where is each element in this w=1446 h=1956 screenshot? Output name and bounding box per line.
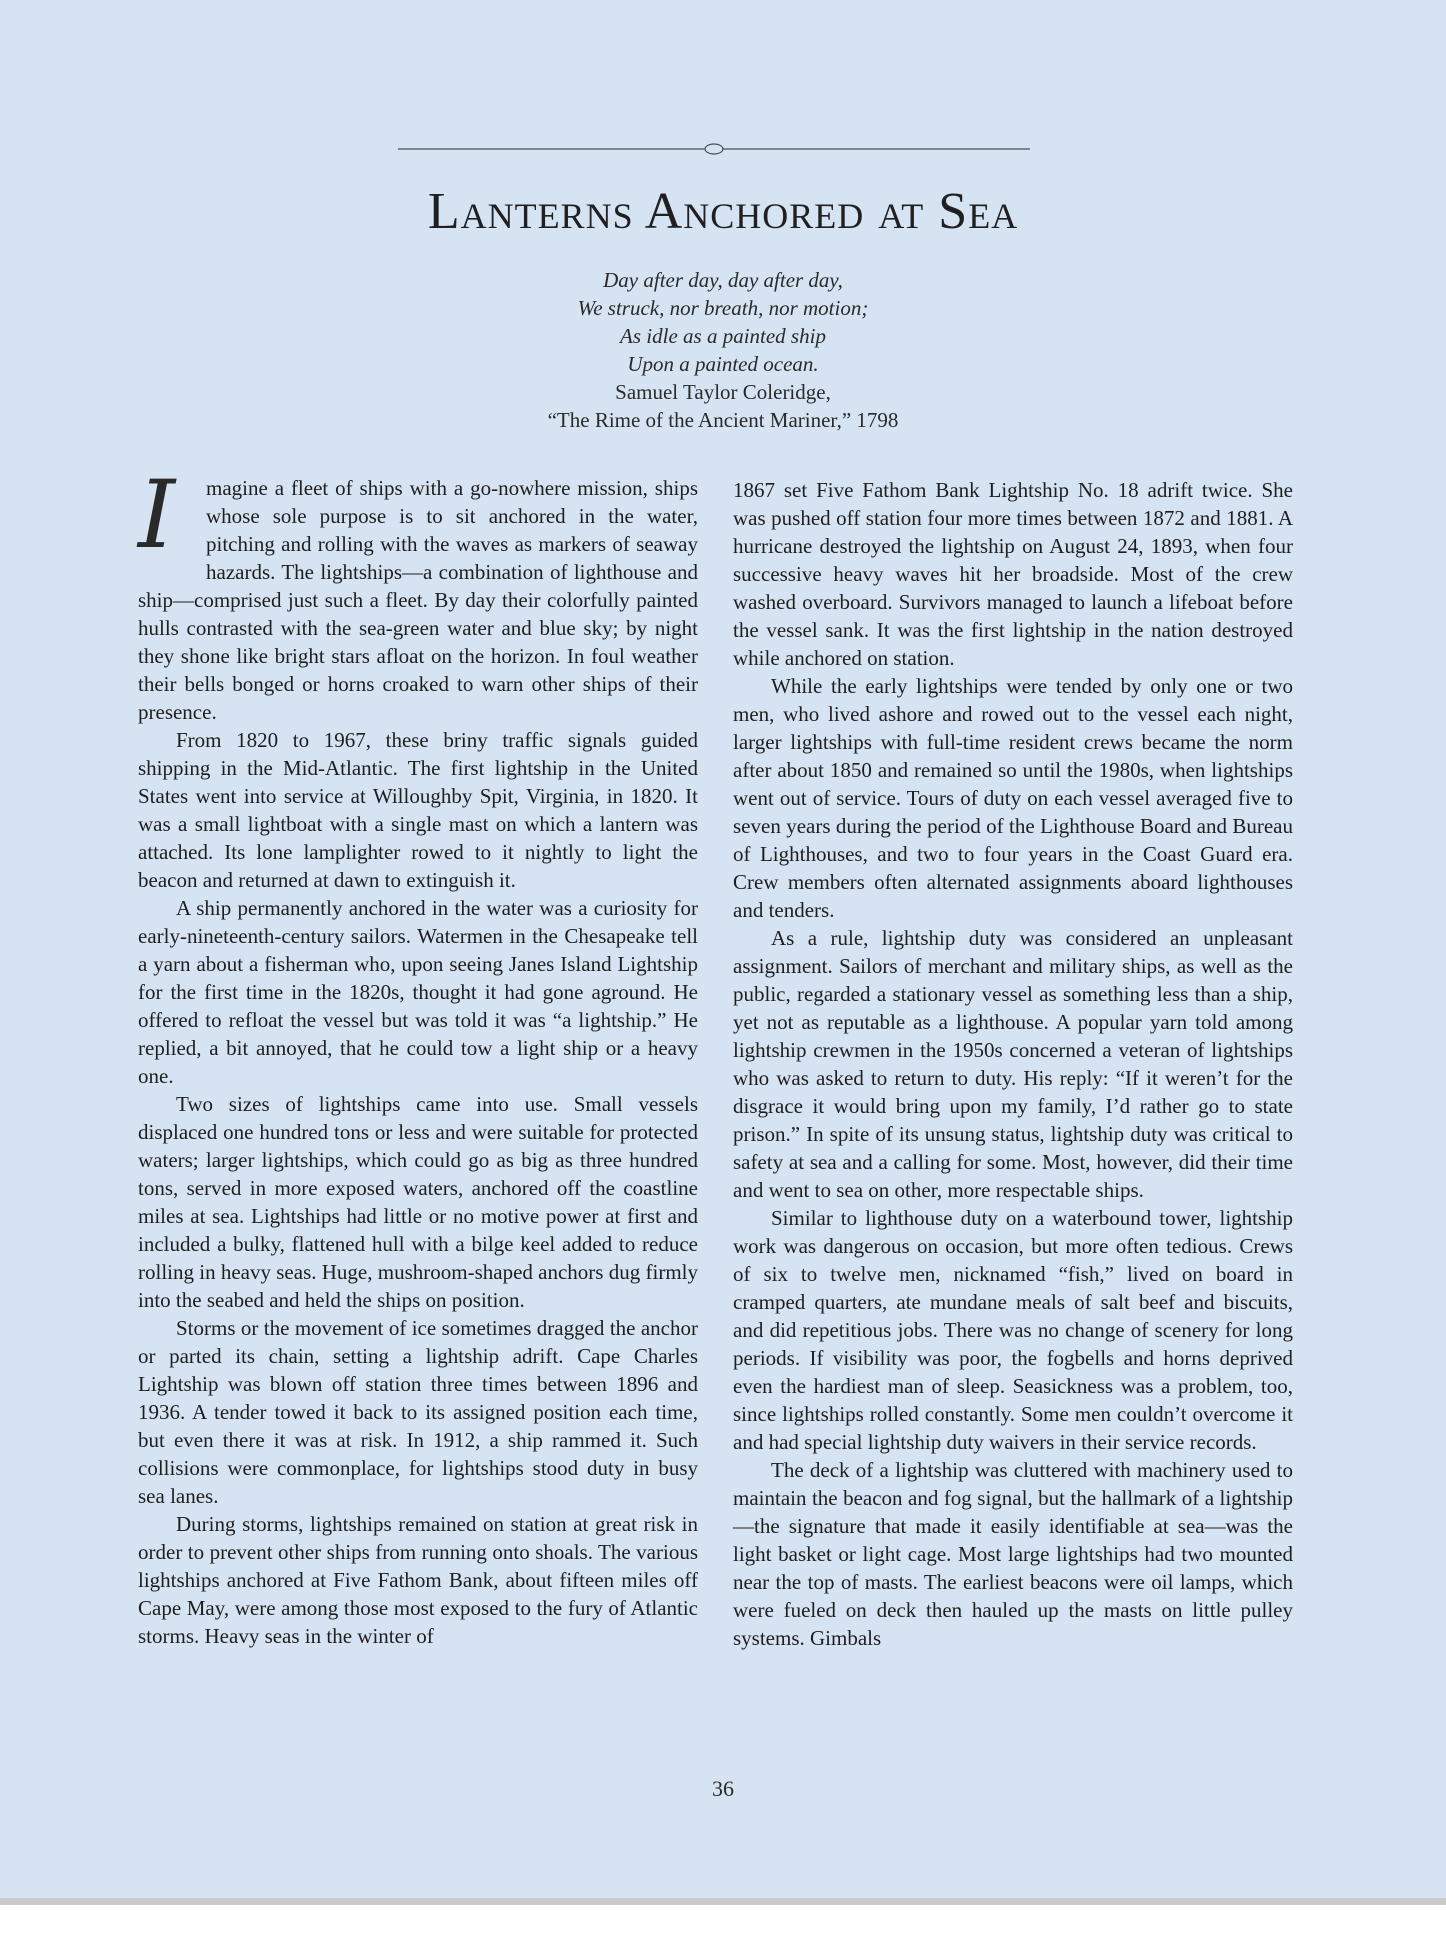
epigraph-source: “The Rime of the Ancient Mariner,” 1798 bbox=[547, 408, 899, 432]
paragraph: Storms or the movement of ice sometimes dragged the anchor or parted its chain, setting a lightship adrift. Cape Charles Lightship was blown off station three times between 1896 and 1936. A tender towed it back to its assigned position each time, but even there it was at risk. In 1912, a ship rammed it. Such collisions were commonplace, for lightships stood duty in busy sea lanes. bbox=[138, 1316, 698, 1508]
epigraph-line: We struck, nor breath, nor motion; bbox=[577, 296, 869, 320]
paragraph: 1867 set Five Fathom Bank Lightship No. 18 adrift twice. She was pushed off station four more times between 1872 and 1881. A hurricane destroyed the lightship on August 24, 1893, when four successive heavy waves hit her broadside. Most of the crew washed overboard. Survivors managed to launch a lifeboat before the vessel sank. It was the first lightship in the nation destroyed while anchored on station. bbox=[733, 478, 1293, 670]
epigraph-line: As idle as a painted ship bbox=[620, 324, 826, 348]
epigraph-line: Day after day, day after day, bbox=[603, 268, 843, 292]
right-column bbox=[733, 476, 1293, 1652]
paragraph: While the early lightships were tended by only one or two men, who lived ashore and rowed out to the vessel each night, larger lightships with full-time resident crews became the norm after about 1850 and remained so until the 1980s, when lightships went out of service. Tours of duty on each vessel averaged five to seven years during the period of the Lighthouse Board and Bureau of Lighthouses, and two to four years in the Coast Guard era. Crew members often alternated assignments aboard lighthouses and tenders. bbox=[733, 674, 1293, 922]
paragraph-text: magine a fleet of ships with a go-nowhere mission, ships whose sole purpose is to sit anchored in the water, pitching and rolling with the waves as markers of seaway hazards. The lightships—a combination of lighthouse and ship—comprised just such a fleet. By day their colorfully painted hulls contrasted with the sea-green water and blue sky; by night they shone like bright stars afloat on the horizon. In foul weather their bells bonged or horns croaked to warn other ships of their presence. bbox=[138, 476, 698, 724]
paragraph bbox=[138, 461, 698, 726]
epigraph-line: Upon a painted ocean. bbox=[627, 352, 819, 376]
paragraph: Two sizes of lightships came into use. Small vessels displaced one hundred tons or less and were suitable for protected waters; larger lightships, which could go as big as three hundred tons, served in more exposed waters, anchored off the coastline miles at sea. Lightships had little or no motive power at first and included a bulky, flattened hull with a bilge keel added to reduce rolling in heavy seas. Huge, mushroom-shaped anchors dug firmly into the seabed and held the ships on position. bbox=[138, 1092, 698, 1312]
paragraph: A ship permanently anchored in the water was a curiosity for early-nineteenth-century sailors. Watermen in the Chesapeake tell a yarn about a fisherman who, upon seeing Janes Island Lightship for the first time in the 1820s, thought it had gone aground. He offered to refloat the vessel but was told it was “a lightship.” He replied, a bit annoyed, that he could tow a light ship or a heavy one. bbox=[138, 896, 698, 1088]
drop-cap: I bbox=[138, 461, 176, 570]
ornament-diamond bbox=[705, 144, 723, 154]
title-ornament bbox=[398, 140, 1030, 160]
paragraph: Similar to lighthouse duty on a waterbound tower, lightship work was dangerous on occasion, but more often tedious. Crews of six to twelve men, nicknamed “fish,” lived on board in cramped quarters, ate mundane meals of salt beef and biscuits, and did repetitious jobs. There was no change of scenery for long periods. If visibility was poor, the fogbells and horns deprived even the hardiest man of sleep. Seasickness was a problem, too, since lightships rolled constantly. Some men couldn’t overcome it and had special lightship duty waivers in their service records. bbox=[733, 1206, 1293, 1454]
epigraph bbox=[0, 266, 1446, 434]
paragraph: The deck of a lightship was cluttered with machinery used to maintain the beacon and fog signal, but the hallmark of a lightship—the signature that made it easily identifiable at sea—was the light basket or light cage. Most large lightships had two mounted near the top of masts. The earliest beacons were oil lamps, which were fueled on deck then hauled up the masts on little pulley systems. Gimbals bbox=[733, 1458, 1293, 1650]
paragraph: During storms, lightships remained on station at great risk in order to prevent other ships from running onto shoals. The various lightships anchored at Five Fathom Bank, about fifteen miles off Cape May, were among those most exposed to the fury of Atlantic storms. Heavy seas in the winter of bbox=[138, 1512, 698, 1648]
epigraph-author: Samuel Taylor Coleridge, bbox=[615, 380, 831, 404]
left-column bbox=[138, 461, 698, 1650]
paragraph: From 1820 to 1967, these briny traffic signals guided shipping in the Mid-Atlantic. The first lightship in the United States went into service at Willoughby Spit, Virginia, in 1820. It was a small lightboat with a single mast on which a lantern was attached. Its lone lamplighter rowed to it nightly to light the beacon and returned at dawn to extinguish it. bbox=[138, 728, 698, 892]
chapter-title: Lanterns Anchored at Sea bbox=[427, 183, 1019, 240]
page-number: 36 bbox=[712, 1776, 734, 1801]
page-bottom-edge bbox=[0, 1898, 1446, 1905]
paragraph: As a rule, lightship duty was considered an unpleasant assignment. Sailors of merchant and military ships, as well as the public, regarded a stationary vessel as something less than a ship, yet not as reputable as a lighthouse. A popular yarn told among lightship crewmen in the 1950s concerned a veteran of lightships who was asked to return to duty. His reply: “If it weren’t for the disgrace it would bring upon my family, I’d rather go to state prison.” In spite of its unsung status, lightship duty was critical to safety at sea and a calling for some. Most, however, did their time and went to sea on other, more respectable ships. bbox=[733, 926, 1293, 1202]
